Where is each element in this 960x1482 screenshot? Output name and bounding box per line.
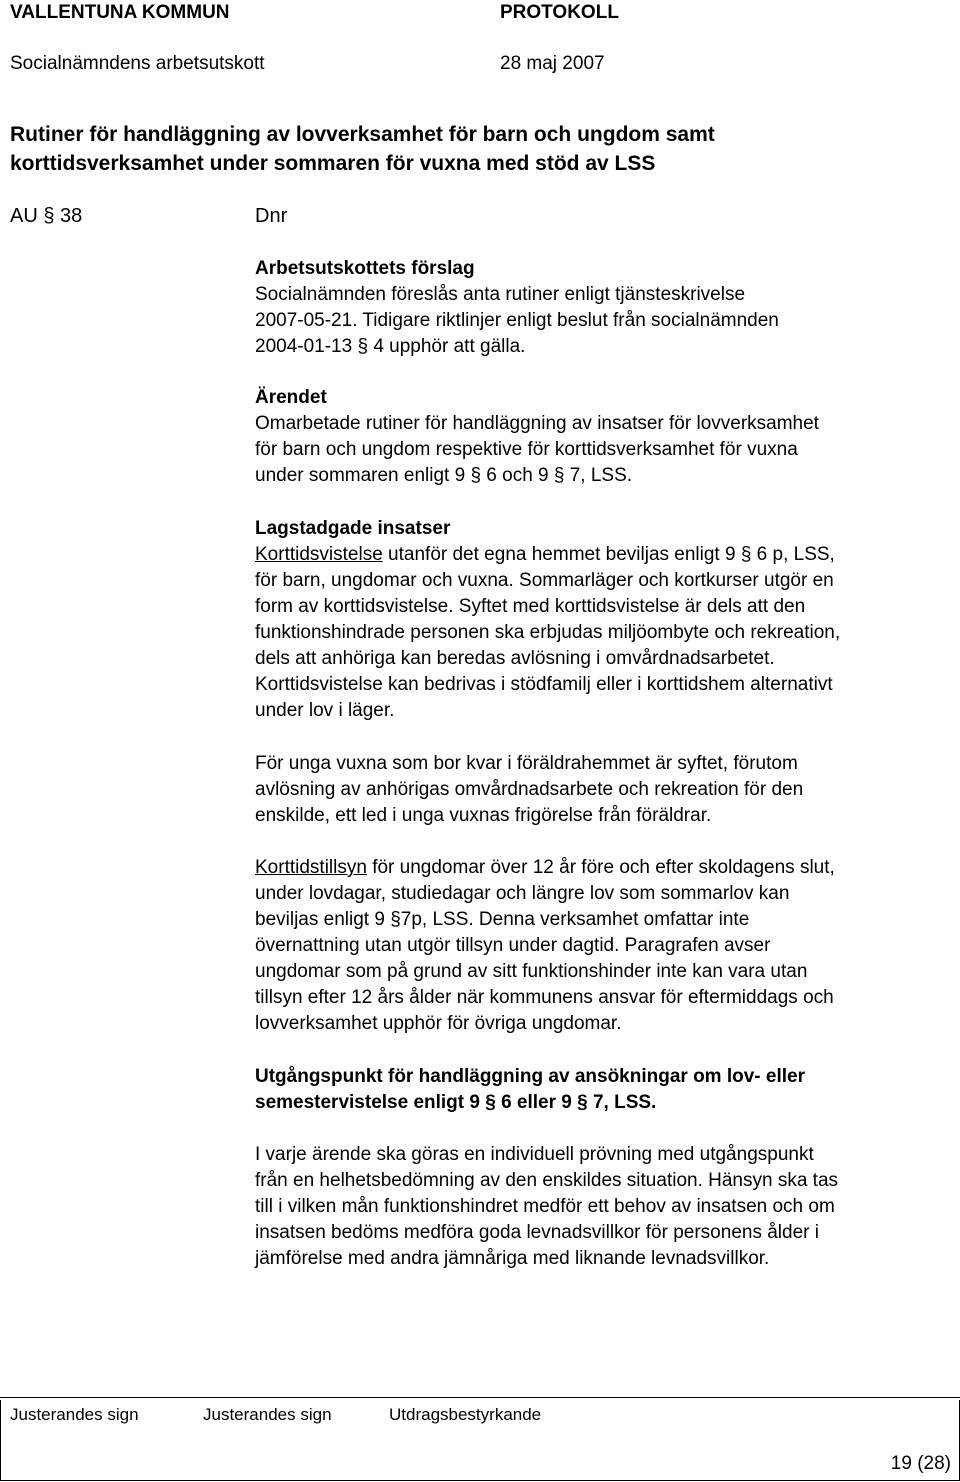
proposal-line: 2007-05-21. Tidigare riktlinjer enligt beslut från socialnämnden <box>255 310 779 331</box>
au-number: 38 <box>60 205 83 227</box>
matter-line: under sommaren enligt 9 § 6 och 9 § 7, LSS. <box>255 465 633 486</box>
assessment-paragraph <box>255 1142 955 1272</box>
supervision-paragraph <box>255 855 955 1037</box>
title-line: Rutiner för handläggning av lovverksamhet för barn och ungdom samt <box>10 123 715 146</box>
signature-label: Justerandes sign <box>203 1405 332 1424</box>
paragraph-line: övernattning utan utgör tillsyn under dagtid. Paragrafen avser <box>255 935 771 956</box>
statutory-section <box>255 516 955 724</box>
paragraph-line: ungdomar som på grund av sitt funktionshinder inte kan vara utan <box>255 961 808 982</box>
statutory-line: för barn, ungdomar och vuxna. Sommarläger och kortkurser utgör en <box>255 570 834 591</box>
statutory-heading: Lagstadgade insatser <box>255 518 451 539</box>
statutory-line: funktionshindrade personen ska erbjudas miljöombyte och rekreation, <box>255 622 841 643</box>
paragraph-line: jämförelse med andra jämnåriga med liknande levnadsvillkor. <box>255 1248 770 1269</box>
excerpt-certification-label: Utdragsbestyrkande <box>389 1405 542 1424</box>
respite-term: Korttidsvistelse <box>255 544 383 565</box>
matter-heading: Ärendet <box>255 387 327 408</box>
au-label: AU <box>10 205 38 227</box>
proposal-line: Socialnämnden föreslås anta rutiner enligt tjänsteskrivelse <box>255 284 746 305</box>
title-line: korttidsverksamhet under sommaren för vuxna med stöd av LSS <box>10 152 656 175</box>
starting-point-section <box>255 1064 955 1116</box>
document-type: PROTOKOLL <box>500 2 619 23</box>
proposal-line: 2004-01-13 § 4 upphör att gälla. <box>255 336 526 357</box>
paragraph-line: beviljas enligt 9 §7p, LSS. Denna verksamhet omfattar inte <box>255 909 750 930</box>
statutory-line-rest: utanför det egna hemmet beviljas enligt 9 § 6 p, LSS, <box>382 544 835 565</box>
paragraph-line: För unga vuxna som bor kvar i föräldrahemmet är syftet, förutom <box>255 753 798 774</box>
proposal-section <box>255 256 955 360</box>
dnr-label: Dnr <box>255 205 288 227</box>
matter-line: för barn och ungdom respektive för korttidsverksamhet för vuxna <box>255 439 798 460</box>
paragraph-line <box>255 855 955 881</box>
paragraph-line: avlösning av anhörigas omvårdnadsarbete och rekreation för den <box>255 779 804 800</box>
paragraph-line: enskilde, ett led i unga vuxnas frigörelse från föräldrar. <box>255 805 712 826</box>
paragraph-line: tillsyn efter 12 års ålder när kommunens ansvar för eftermiddags och <box>255 987 834 1008</box>
paragraph-line: I varje ärende ska göras en individuell prövning med utgångspunkt <box>255 1144 814 1165</box>
paragraph-line: under lovdagar, studiedagar och längre lov som sommarlov kan <box>255 883 790 904</box>
organization-name: VALLENTUNA KOMMUN <box>10 2 230 23</box>
au-reference <box>10 205 82 228</box>
meeting-date: 28 maj 2007 <box>500 53 605 74</box>
young-adults-paragraph <box>255 751 955 829</box>
matter-section <box>255 385 955 489</box>
statutory-line: under lov i läger. <box>255 700 395 721</box>
paragraph-sign: § <box>43 205 55 227</box>
statutory-line: Korttidsvistelse kan bedrivas i stödfamilj eller i korttidshem alternativt <box>255 674 833 695</box>
signature-label: Justerandes sign <box>10 1405 139 1424</box>
committee-name: Socialnämndens arbetsutskott <box>10 53 265 74</box>
supervision-term: Korttidstillsyn <box>255 857 367 878</box>
paragraph-line: till i vilken mån funktionshindret medför ett behov av insatsen och om <box>255 1196 835 1217</box>
starting-point-heading: semestervistelse enligt 9 § 6 eller 9 § 7, LSS. <box>255 1092 657 1113</box>
document-title <box>10 120 715 178</box>
paragraph-line-rest: för ungdomar över 12 år före och efter skoldagens slut, <box>366 857 835 878</box>
statutory-line <box>255 542 955 568</box>
matter-line: Omarbetade rutiner för handläggning av insatser för lovverksamhet <box>255 413 819 434</box>
paragraph-line: insatsen bedöms medföra goda levnadsvillkor för personens ålder i <box>255 1222 819 1243</box>
proposal-heading: Arbetsutskottets förslag <box>255 258 475 279</box>
statutory-line: form av korttidsvistelse. Syftet med korttidsvistelse är dels att den <box>255 596 806 617</box>
starting-point-heading: Utgångspunkt för handläggning av ansökningar om lov- eller <box>255 1066 805 1087</box>
paragraph-line: lovverksamhet upphör för övriga ungdomar. <box>255 1013 622 1034</box>
paragraph-line: från en helhetsbedömning av den enskildes situation. Hänsyn ska tas <box>255 1170 839 1191</box>
page-number: 19 (28) <box>890 1453 951 1474</box>
footer-divider <box>0 1397 960 1398</box>
statutory-line: dels att anhöriga kan beredas avlösning i omvårdnadsarbetet. <box>255 648 775 669</box>
